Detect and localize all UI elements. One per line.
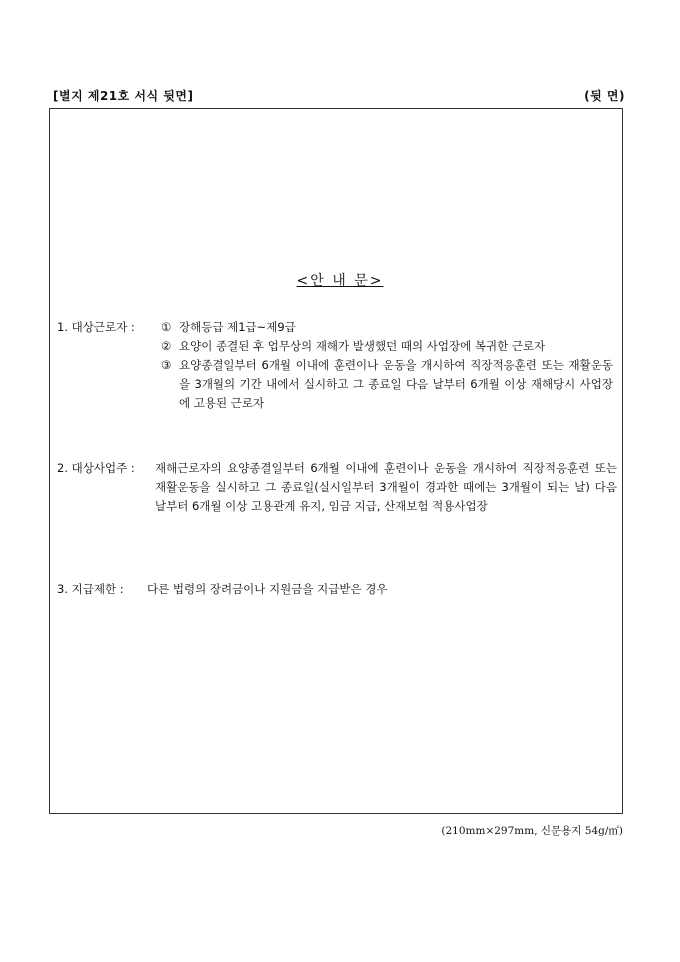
item-text: 요양종결일부터 6개월 이내에 훈련이나 운동을 개시하여 직장적응훈련 또는 재활운동을 3개월의 기간 내에서 실시하고 그 종료일 다음 날부터 6개월 이상 재해당시 사업장에 고용된 근로자 — [179, 358, 613, 410]
list-item — [161, 356, 613, 413]
item-text: 장해등급 제1급~제9급 — [179, 320, 296, 334]
item-number: ③ — [161, 358, 172, 372]
item-number: ① — [161, 320, 172, 334]
list-item — [161, 337, 613, 356]
notice-title: <안 내 문> — [296, 273, 384, 289]
section-label: 3. 지급제한 : — [57, 582, 124, 596]
section-label: 2. 대상사업주 : — [57, 461, 135, 475]
item-number: ② — [161, 339, 172, 353]
item-text: 요양이 종결된 후 업무상의 재해가 발생했던 때의 사업장에 복귀한 근로자 — [179, 339, 546, 353]
section-text: 재해근로자의 요양종결일부터 6개월 이내에 훈련이나 운동을 개시하여 직장적응훈련 또는 재활운동을 실시하고 그 종료일(실시일부터 3개월이 경과한 때에는 3개월이 되는 날) 다음 날부터 6개월 이상 고용관계 유지, 임금 지급, 산재보험 적용사업장 — [155, 461, 617, 513]
section-text: 다른 법령의 장려금이나 지원금을 지급받은 경우 — [147, 582, 388, 596]
item-list — [161, 318, 613, 413]
form-label: [별지 제21호 서식 뒷면] — [53, 89, 194, 103]
list-item — [161, 318, 613, 337]
side-label: (뒷 면) — [584, 89, 625, 103]
paper-spec: (210mm×297mm, 신문용지 54g/㎡) — [441, 825, 623, 837]
section-label: 1. 대상근로자 : — [57, 320, 135, 334]
